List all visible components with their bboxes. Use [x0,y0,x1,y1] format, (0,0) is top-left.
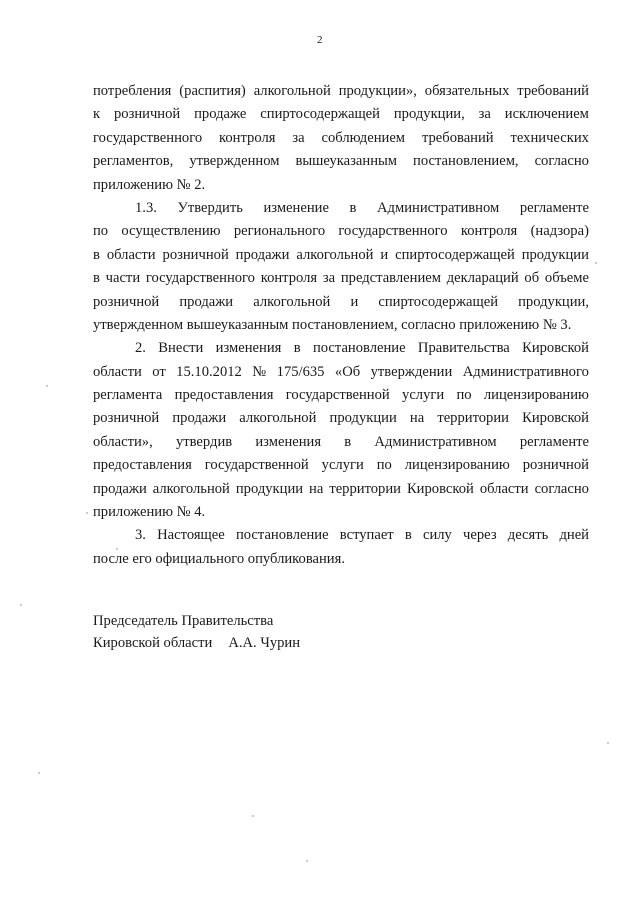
scan-speck [46,385,48,387]
page-number: 2 [317,34,323,46]
text-line: 2. Внести изменения в постановление Правительства Кировской [135,340,589,357]
text-line: по осуществлению регионального государственного контроля (надзора) [93,223,589,240]
text-line: в части государственного контроля за представлением деклараций об объеме [93,270,589,287]
document-body [93,80,589,571]
text-line: потребления (распития) алкогольной продукции», обязательных требований [93,83,589,99]
scan-speck [116,548,118,550]
text-line: розничной продажи алкогольной и спиртосодержащей продукции, [93,293,589,310]
text-line: предоставления государственной услуги по лицензированию розничной [93,457,589,474]
text-line: 1.3. Утвердить изменение в Административном регламенте [135,199,589,216]
signatory-title: Председатель Правительства [93,613,274,629]
scan-speck [595,262,597,264]
signature-block [93,610,300,654]
scan-speck [20,604,22,606]
signatory-line [93,632,300,654]
text-line: приложению № 2. [93,176,206,193]
text-line: продажи алкогольной продукции на территории Кировской области согласно [93,480,589,497]
text-line: государственного контроля за соблюдением требований технических [93,129,589,146]
text-line: розничной продажи алкогольной продукции на территории Кировской [93,410,589,427]
scan-speck [86,512,88,514]
scan-speck [607,742,609,744]
text-line: приложению № 4. [93,504,206,521]
text-line: регламентов, утвержденном вышеуказанным постановлением, согласно [93,153,589,170]
scan-speck [38,772,40,774]
text-line: области», утвердив изменения в Административном регламенте [93,433,589,450]
scan-speck [252,815,254,817]
text-line: утвержденном вышеуказанным постановлением, согласно приложению № 3. [93,316,572,333]
text-line: в области розничной продажи алкогольной и спиртосодержащей продукции [93,246,589,263]
signatory-name: А.А. Чурин [228,635,301,651]
text-line: к розничной продаже спиртосодержащей продукции, за исключением [93,106,589,123]
signatory-region: Кировской области [93,635,213,651]
scan-speck [306,860,308,862]
text-line: после его официального опубликования. [93,550,345,567]
text-line: регламента предоставления государственной услуги по лицензированию [93,387,589,404]
text-line: 3. Настоящее постановление вступает в силу через десять дней [135,527,589,544]
text-line: области от 15.10.2012 № 175/635 «Об утверждении Административного [93,363,589,380]
